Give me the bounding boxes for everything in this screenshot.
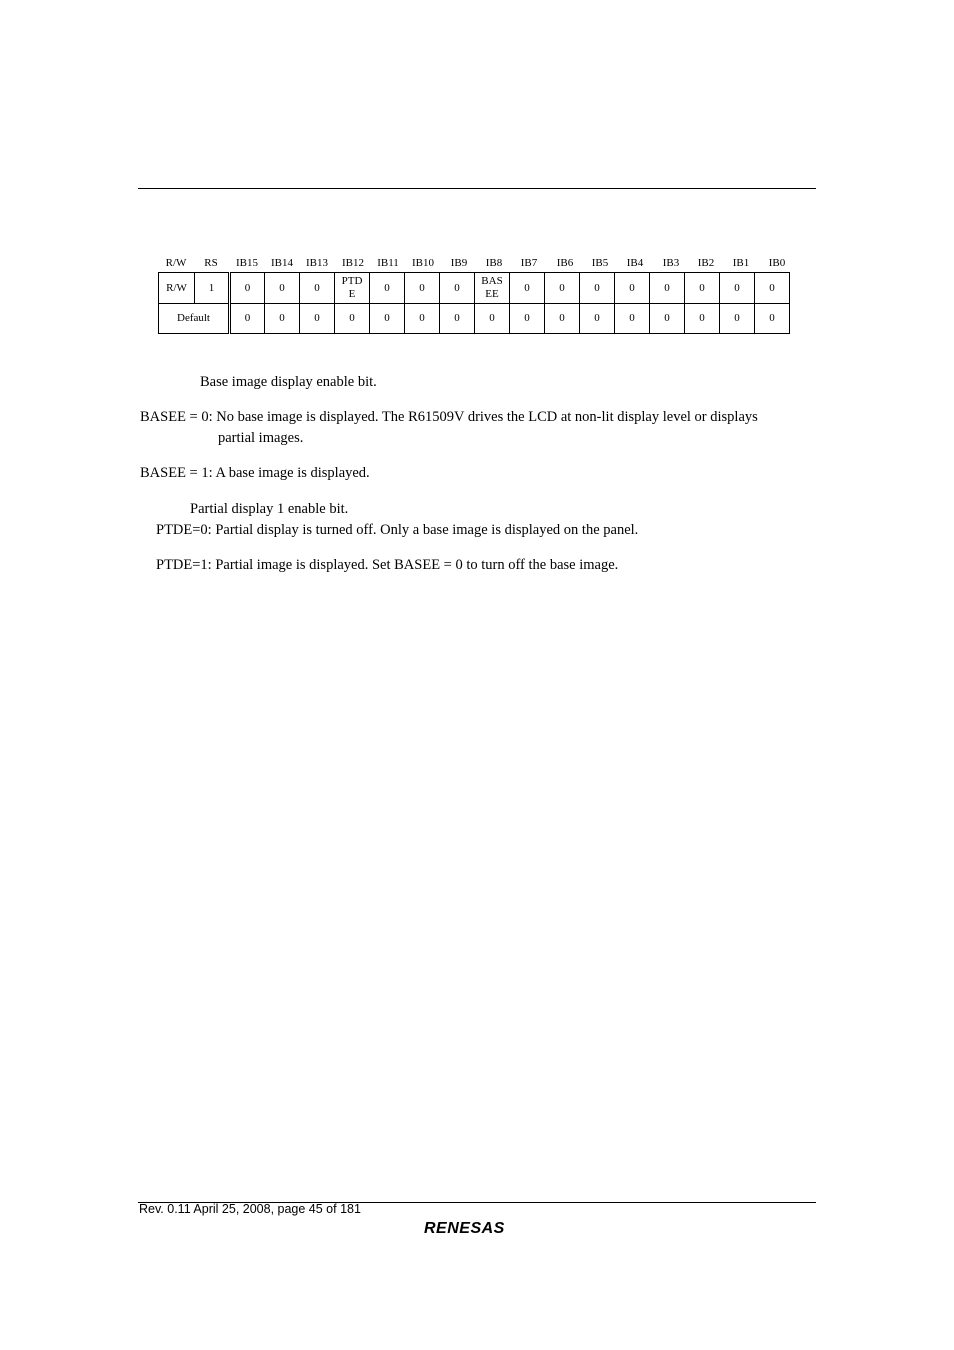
default-ib10: 0 (405, 304, 440, 334)
cell-ib1: 0 (720, 273, 755, 304)
cell-rw: R/W (159, 273, 195, 304)
cell-ib7: 0 (510, 273, 545, 304)
header-ib14: IB14 (271, 257, 293, 269)
default-ib5: 0 (580, 304, 615, 334)
header-ib1: IB1 (732, 257, 750, 269)
cell-ib8-basee: BAS EE (475, 273, 510, 304)
header-rw: R/W (165, 257, 187, 269)
default-ib1: 0 (720, 304, 755, 334)
ptde-0: PTDE=0: Partial display is turned off. Only a base image is displayed on the panel. (156, 522, 639, 538)
default-ib13: 0 (300, 304, 335, 334)
default-ib4: 0 (615, 304, 650, 334)
register-row-default (159, 304, 790, 334)
cell-ib0: 0 (755, 273, 790, 304)
cell-rs: 1 (195, 273, 230, 304)
register-row-rw (159, 273, 790, 304)
header-ib7: IB7 (520, 257, 538, 269)
default-ib15: 0 (230, 304, 265, 334)
header-rule (138, 188, 816, 189)
header-ib2: IB2 (697, 257, 715, 269)
header-ib3: IB3 (662, 257, 680, 269)
cell-ib14: 0 (265, 273, 300, 304)
basee-description: Base image display enable bit. (200, 374, 377, 390)
default-ib2: 0 (685, 304, 720, 334)
default-ib11: 0 (370, 304, 405, 334)
header-ib4: IB4 (626, 257, 644, 269)
header-rs: RS (204, 257, 218, 269)
cell-ib6: 0 (545, 273, 580, 304)
header-ib10: IB10 (412, 257, 434, 269)
cell-ib3: 0 (650, 273, 685, 304)
header-ib15: IB15 (236, 257, 258, 269)
default-ib3: 0 (650, 304, 685, 334)
cell-ib12-ptde: PTD E (335, 273, 370, 304)
renesas-logo (422, 1217, 534, 1237)
basee-1: BASEE = 1: A base image is displayed. (140, 465, 370, 481)
basee-0-line1: BASEE = 0: No base image is displayed. The R61509V drives the LCD at non-lit display level or displays (140, 409, 758, 425)
header-ib5: IB5 (591, 257, 609, 269)
cell-ib2: 0 (685, 273, 720, 304)
default-ib0: 0 (755, 304, 790, 334)
register-table (158, 272, 790, 334)
default-ib6: 0 (545, 304, 580, 334)
cell-ib9: 0 (440, 273, 475, 304)
default-ib14: 0 (265, 304, 300, 334)
cell-ib5: 0 (580, 273, 615, 304)
cell-ib11: 0 (370, 273, 405, 304)
header-ib6: IB6 (556, 257, 574, 269)
default-ib8: 0 (475, 304, 510, 334)
header-ib12: IB12 (342, 257, 364, 269)
cell-ib15: 0 (230, 273, 265, 304)
cell-ib4: 0 (615, 273, 650, 304)
footer-revision: Rev. 0.11 April 25, 2008, page 45 of 181 (139, 1202, 361, 1216)
header-ib11: IB11 (377, 257, 399, 269)
ptde-1: PTDE=1: Partial image is displayed. Set BASEE = 0 to turn off the base image. (156, 557, 619, 573)
cell-ib13: 0 (300, 273, 335, 304)
ptde-description: Partial display 1 enable bit. (190, 501, 349, 517)
default-ib7: 0 (510, 304, 545, 334)
cell-default-label: Default (159, 304, 230, 334)
default-ib12: 0 (335, 304, 370, 334)
header-ib8: IB8 (485, 257, 503, 269)
header-ib13: IB13 (306, 257, 328, 269)
cell-ib10: 0 (405, 273, 440, 304)
header-ib0: IB0 (768, 257, 786, 269)
svg-text:RENESAS: RENESAS (424, 1220, 505, 1237)
header-ib9: IB9 (450, 257, 468, 269)
basee-0-line2: partial images. (218, 430, 304, 446)
default-ib9: 0 (440, 304, 475, 334)
